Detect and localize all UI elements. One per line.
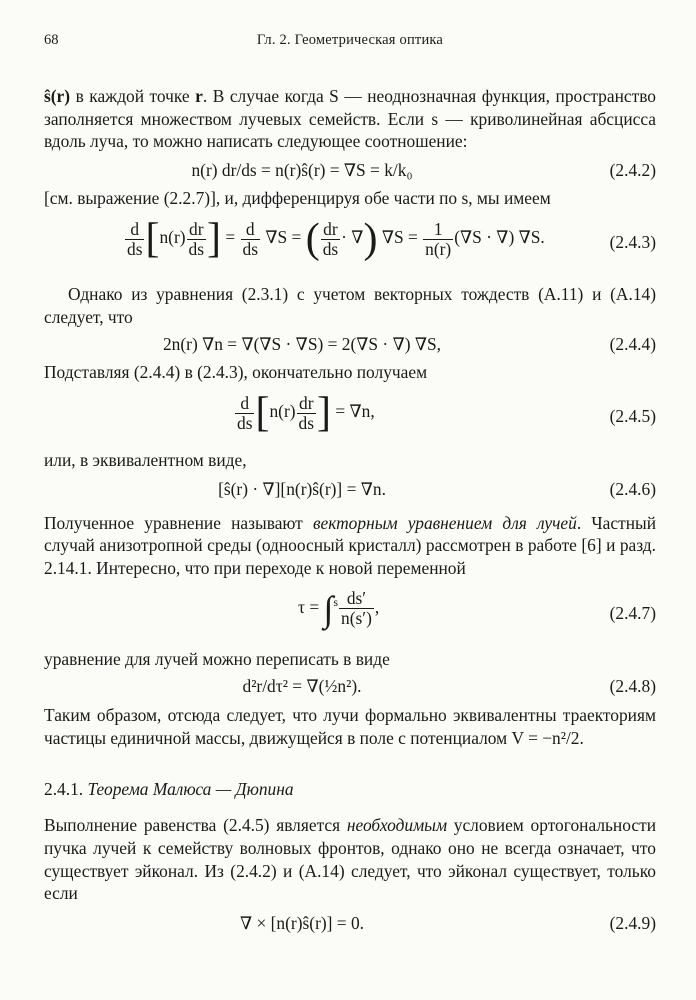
comma: ,: [374, 596, 380, 617]
frac-dr-ds-1: $\frac{dr}{ds}$: [188, 218, 205, 259]
frac-dr-ds-3: $\frac{dr}{ds}$: [298, 392, 315, 433]
equation-2-4-7: [44, 580, 656, 648]
equation-2-4-5-number: (2.4.5): [609, 406, 656, 427]
grad-s-term-2: ∇S =: [381, 227, 423, 248]
frac-d-ds-3: $\frac{d}{ds}$: [237, 392, 253, 433]
paragraph-5: или, в эквивалентном виде,: [44, 450, 247, 471]
r-symbol: r: [195, 86, 203, 106]
section-title: Теорема Малюса — Дюпина: [87, 779, 294, 800]
tail-term: (∇S · ∇) ∇S.: [454, 227, 545, 248]
equation-2-4-5: $\frac{d}{ds}$ [n(r) $\frac{dr}{ds}$ ] = ∇n, (2.4.5): [237, 390, 656, 437]
frac-d-ds-2: $\frac{d}{ds}$: [242, 218, 258, 259]
equation-2-4-9-number: (2.4.9): [609, 912, 656, 933]
equation-2-4-8-number: (2.4.8): [609, 676, 656, 697]
integral-sign: ∫: [323, 588, 334, 629]
dot-nabla: · ∇: [341, 227, 364, 248]
frac-one-over-n: $\frac{1}{n(r)}$: [425, 218, 452, 259]
s-hat-symbol: ŝ(r): [44, 86, 71, 106]
integral-upper-limit: s: [333, 594, 339, 609]
paragraph-6: [44, 512, 656, 580]
paragraph-6-pre: Полученное уравнение называют: [44, 512, 313, 533]
equation-2-4-5-rhs: = ∇n,: [335, 401, 375, 422]
equation-2-4-8: [44, 670, 656, 704]
paragraph-3: Однако из уравнения (2.3.1) с учетом векторных тождеств (A.11) и (A.14) следует, что: [44, 284, 656, 327]
equation-2-4-4-number: (2.4.4): [609, 333, 656, 354]
equation-2-4-7-number: (2.4.7): [609, 602, 656, 623]
paragraph-1: [44, 85, 656, 153]
tau-equals: τ =: [298, 596, 324, 617]
grad-s-term: ∇S =: [265, 227, 306, 248]
paragraph-9: [44, 814, 656, 904]
equation-2-4-9: [44, 905, 656, 939]
equation-2-4-4-formula: 2n(r) ∇n = ∇(∇S · ∇S) = 2(∇S · ∇) ∇S,: [162, 333, 442, 354]
paragraph-6-post: . Частный случай анизотропной среды (одноосный кристалл) рассмотрен в работе [6] и разд. 2.14.1. Интересно, что при переходе к новой переменной: [44, 512, 657, 578]
section-heading: [44, 779, 656, 800]
page-number: 68: [44, 32, 59, 48]
n-of-r-2: n(r): [269, 401, 296, 422]
equation-2-4-6: [44, 472, 656, 506]
paragraph-4: Подставляя (2.4.4) в (2.4.3), окончательно получаем: [44, 361, 428, 382]
book-page: [44, 28, 656, 939]
frac-ds-prime: $\frac{ds'}{n(s')}$: [341, 588, 372, 629]
necessary-term: необходимым: [346, 815, 448, 836]
equation-2-4-3-number: (2.4.3): [609, 232, 656, 253]
paragraph-1-rest: . В случае когда S — неоднозначная функция, пространство заполняется множеством лучевых семейств. Если s — криволинейная абсцисса вдоль луча, то можно написать следующее соотношение:: [44, 86, 656, 152]
paragraph-1-text: в каждой точке: [70, 86, 196, 106]
equation-2-4-4: [44, 329, 656, 361]
frac-d-ds-1: $\frac{d}{ds}$: [127, 218, 143, 259]
paragraph-9-pre: Выполнение равенства (2.4.5) является: [44, 815, 347, 836]
equation-2-4-6-formula: [ŝ(r) · ∇][n(r)ŝ(r)] = ∇n.: [218, 478, 386, 499]
vector-equation-term: векторным уравнением для лучей: [312, 512, 577, 533]
equation-2-4-8-formula: d²r/dτ² = ∇(½n²).: [242, 676, 362, 697]
equation-2-4-9-formula: ∇ × [n(r)ŝ(r)] = 0.: [240, 912, 364, 933]
equation-2-4-2-number: (2.4.2): [609, 159, 656, 180]
paragraph-8: Таким образом, отсюда следует, что лучи формально эквивалентны траекториям частицы единичной массы, движущейся в поле с потенциалом V = −n²/2.: [44, 705, 656, 748]
equation-2-4-2-formula: n(r) dr/ds = n(r)ŝ(r) = ∇S = k/k₀: [191, 159, 413, 180]
paragraph-9-post: условием ортогональности пучка лучей к семейству волновых фронтов, однако оно не всегда означает, что существует эйконал. Из (2.4.2) и (A.14) следует, что эйконал существует, только если: [44, 815, 656, 904]
equals-sign: =: [225, 227, 240, 248]
running-title: Гл. 2. Геометрическая оптика: [256, 32, 444, 48]
section-number: 2.4.1.: [44, 779, 84, 800]
equation-2-4-2: [44, 153, 656, 187]
n-of-r: n(r): [159, 227, 186, 248]
equation-2-4-3: $\frac{d}{ds}$ [n(r) $\frac{dr}{ds}$ ] = $\frac{d}{ds}$ ∇S = ( $\frac{dr}{ds}$ · ∇) ∇S = $\frac{1}{n(r)}$ (∇S · ∇) ∇S. (2.4.3): [127, 216, 656, 263]
frac-dr-ds-2: $\frac{dr}{ds}$: [322, 218, 339, 259]
equation-2-4-6-number: (2.4.6): [609, 478, 656, 499]
page-header: [44, 28, 656, 52]
paragraph-2: [см. выражение (2.2.7)], и, дифференцируя обе части по s, мы имеем: [44, 187, 551, 208]
paragraph-7: уравнение для лучей можно переписать в виде: [44, 648, 390, 669]
